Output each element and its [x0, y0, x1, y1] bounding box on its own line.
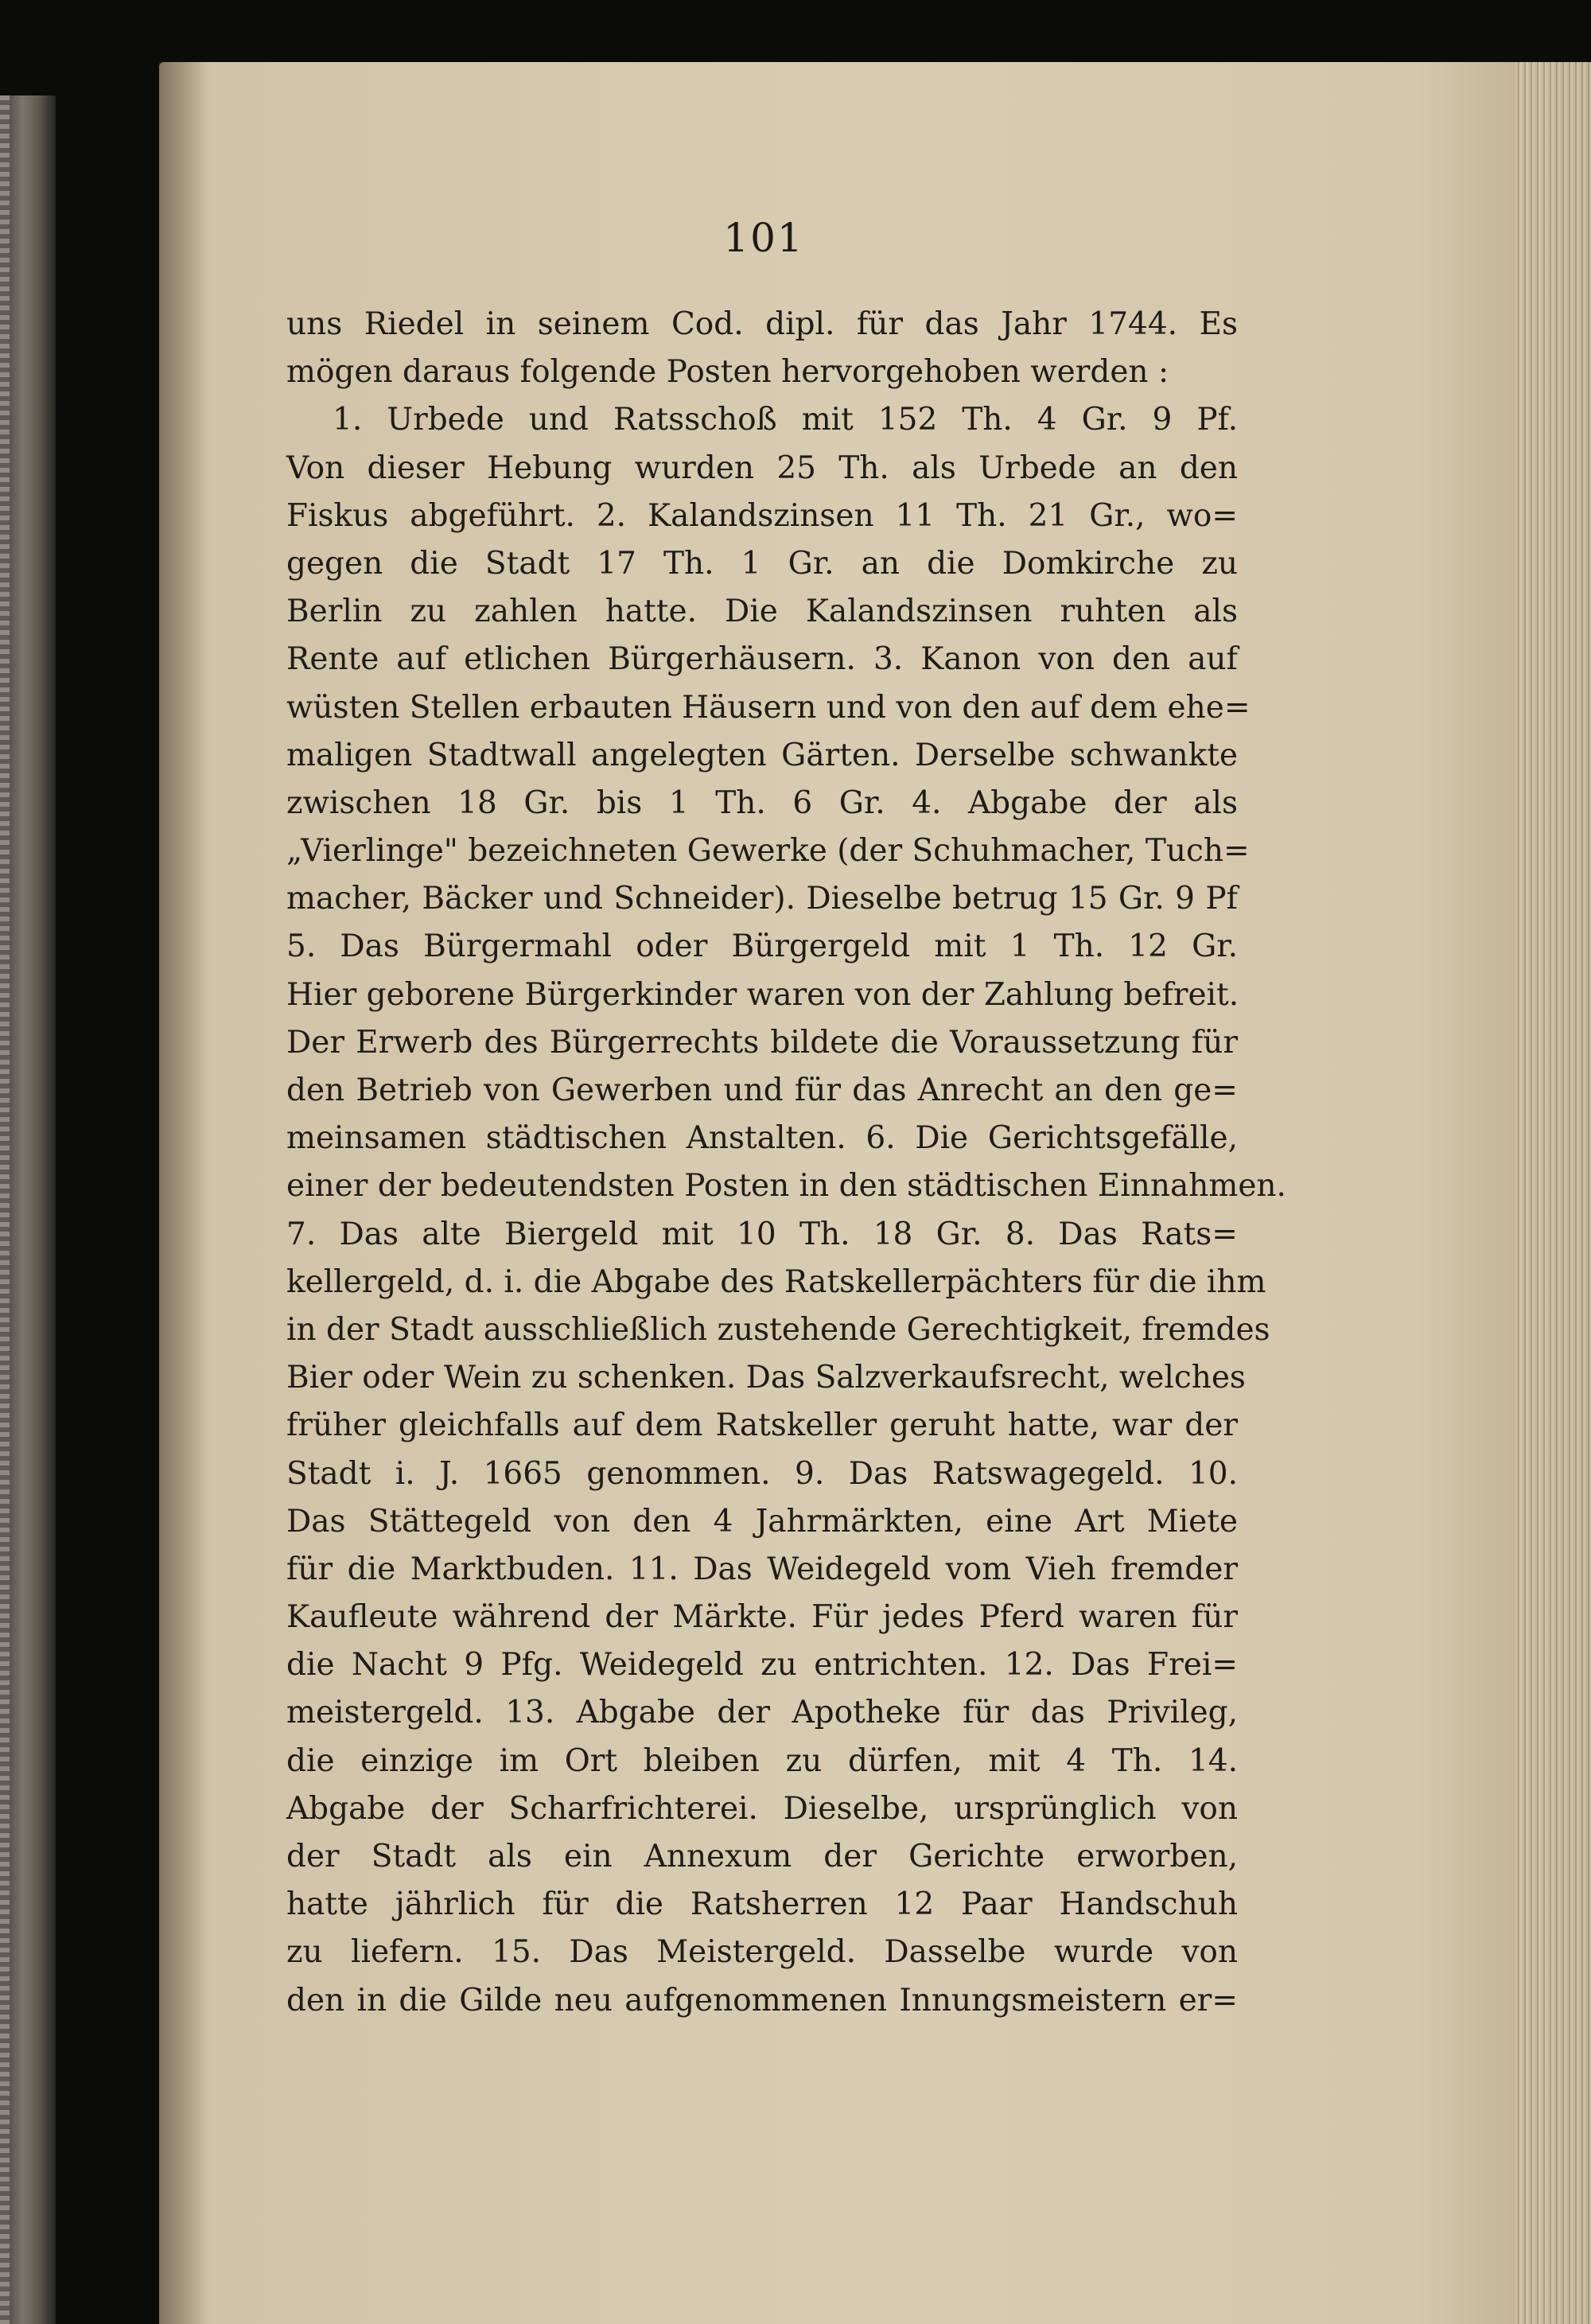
page-number: 101	[723, 215, 804, 261]
text-line: die einzige im Ort bleiben zu dürfen, mit 4 Th. 14.	[286, 1742, 1238, 1779]
text-line: Fiskus abgeführt. 2. Kalandszinsen 11 Th. 21 Gr., wo=	[286, 497, 1238, 534]
text-line: 1. Urbede und Ratsschoß mit 152 Th. 4 Gr. 9 Pf.	[333, 402, 1238, 438]
text-line: Von dieser Hebung wurden 25 Th. als Urbede an den	[286, 450, 1238, 486]
text-line: meistergeld. 13. Abgabe der Apotheke für das Privileg,	[286, 1695, 1238, 1731]
text-line: zwischen 18 Gr. bis 1 Th. 6 Gr. 4. Abgabe der als	[286, 784, 1238, 821]
text-line: Das Stättegeld von den 4 Jahrmärkten, eine Art Miete	[286, 1503, 1238, 1540]
text-line: meinsamen städtischen Anstalten. 6. Die Gerichtsgefälle,	[286, 1120, 1238, 1157]
text-line: 7. Das alte Biergeld mit 10 Th. 18 Gr. 8. Das Rats=	[286, 1216, 1238, 1252]
text-line: uns Riedel in seinem Cod. dipl. für das Jahr 1744. Es	[286, 306, 1238, 342]
text-line: den Betrieb von Gewerben und für das Anrecht an den ge=	[286, 1072, 1238, 1108]
text-line: „Vierlinge" bezeichneten Gewerke (der Schuhmacher, Tuch=	[286, 833, 1250, 870]
body-text	[286, 301, 1286, 2025]
text-line: hatte jährlich für die Ratsherren 12 Paar Handschuh	[286, 1886, 1238, 1923]
text-line: Berlin zu zahlen hatte. Die Kalandszinsen ruhten als	[286, 594, 1238, 630]
text-line: zu liefern. 15. Das Meistergeld. Dasselbe wurde von	[286, 1934, 1238, 1971]
text-line: Kaufleute während der Märkte. Für jedes Pferd waren für	[286, 1599, 1238, 1636]
text-line: für die Marktbuden. 11. Das Weidegeld vom Vieh fremder	[286, 1551, 1238, 1587]
text-line: Der Erwerb des Bürgerrechts bildete die Voraussetzung für	[286, 1024, 1238, 1061]
text-line: Hier geborene Bürgerkinder waren von der Zahlung befreit.	[286, 976, 1239, 1013]
text-line: Abgabe der Scharfrichterei. Dieselbe, ursprünglich von	[286, 1790, 1238, 1827]
text-line: der Stadt als ein Annexum der Gerichte erworben,	[286, 1839, 1238, 1874]
text-line: macher, Bäcker und Schneider). Dieselbe betrug 15 Gr. 9 Pf	[286, 881, 1238, 917]
text-line: maligen Stadtwall angelegten Gärten. Derselbe schwankte	[286, 737, 1238, 773]
text-line: Rente auf etlichen Bürgerhäusern. 3. Kanon von den auf	[286, 641, 1238, 678]
text-line: kellergeld, d. i. die Abgabe des Ratskellerpächters für die ihm	[286, 1263, 1266, 1300]
text-line: früher gleichfalls auf dem Ratskeller geruht hatte, war der	[286, 1407, 1238, 1444]
text-line: Bier oder Wein zu schenken. Das Salzverkaufsrecht, welches	[286, 1360, 1246, 1396]
left-binding-edge	[0, 95, 10, 2324]
text-line: einer der bedeutendsten Posten in den städtischen Einnahmen.	[286, 1168, 1286, 1205]
text-line: mögen daraus folgende Posten hervorgehoben werden :	[286, 354, 1169, 391]
gutter-shadow	[159, 62, 207, 2324]
page-stack-edges	[1515, 62, 1591, 2324]
text-line: 5. Das Bürgermahl oder Bürgergeld mit 1 Th. 12 Gr.	[286, 928, 1238, 965]
text-line: die Nacht 9 Pfg. Weidegeld zu entrichten. 12. Das Frei=	[286, 1647, 1238, 1684]
text-line: den in die Gilde neu aufgenommenen Innungsmeistern er=	[286, 1982, 1238, 2018]
text-line: in der Stadt ausschließlich zustehende Gerechtigkeit, fremdes	[286, 1311, 1270, 1348]
text-line: wüsten Stellen erbauten Häusern und von den auf dem ehe=	[286, 689, 1251, 726]
text-line: Stadt i. J. 1665 genommen. 9. Das Ratswagegeld. 10.	[286, 1455, 1238, 1492]
text-line: gegen die Stadt 17 Th. 1 Gr. an die Domkirche zu	[286, 545, 1238, 582]
